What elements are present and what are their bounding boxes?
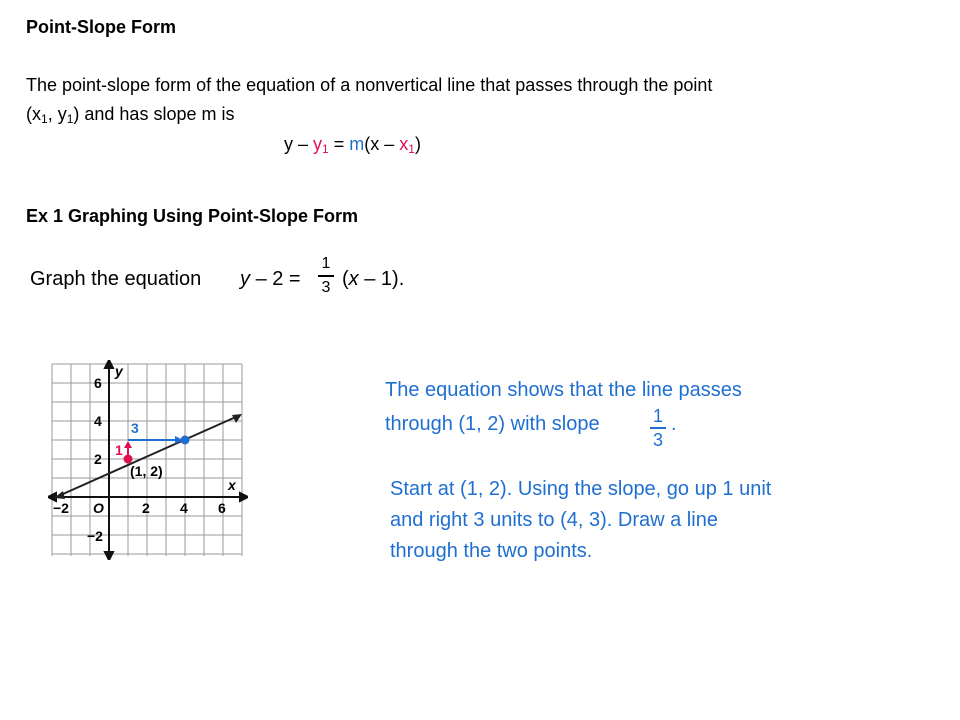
- definition-line-1: The point-slope form of the equation of a nonvertical line that passes through the point: [26, 75, 713, 95]
- example-fraction: 1 3: [318, 254, 334, 298]
- example-title: Ex 1 Graphing Using Point-Slope Form: [26, 206, 359, 226]
- y-axis-label: y: [115, 363, 123, 379]
- coordinate-graph: [48, 360, 248, 560]
- step-line-2: and right 3 units to (4, 3). Draw a line: [390, 509, 718, 531]
- x-tick-neg2: −2: [53, 500, 69, 516]
- example-prompt-suffix: (x – 1).: [342, 268, 405, 290]
- explanation-line-1: The equation shows that the line passes: [385, 379, 742, 401]
- rise-label: 1: [115, 442, 123, 458]
- x-tick-4: 4: [180, 500, 188, 516]
- example-prompt-prefix: Graph the equation: [30, 268, 202, 290]
- run-arrow: [128, 436, 183, 444]
- formula-x1: $x_1$: [399, 134, 415, 156]
- graph-grid: [52, 364, 242, 556]
- step-line-1: Start at (1, 2). Using the slope, go up 1 unit: [390, 478, 772, 500]
- x-axis-label: x: [228, 477, 236, 493]
- example-prompt-lhs: y – 2 =: [240, 268, 301, 290]
- y-tick-4: 4: [94, 413, 102, 429]
- point-slope-formula: $y - y_1 = m(x - x_1)$: [284, 134, 421, 156]
- x-tick-6: 6: [218, 500, 226, 516]
- graph-axes: [48, 360, 248, 560]
- definition-line-2: ($x_1$, $y_1$) and has slope m is: [26, 104, 235, 126]
- y-tick-2: 2: [94, 451, 102, 467]
- run-label: 3: [131, 420, 139, 436]
- explanation-period: .: [671, 413, 677, 435]
- formula-m: m: [349, 134, 365, 154]
- section-title: Point-Slope Form: [26, 17, 176, 37]
- origin-label: O: [93, 500, 104, 516]
- y-tick-6: 6: [94, 375, 102, 391]
- x-tick-2: 2: [142, 500, 150, 516]
- explanation-fraction: 1 3: [650, 406, 666, 450]
- end-point: [181, 436, 190, 445]
- graph-line: [54, 414, 242, 499]
- formula-y1: $y_1$: [313, 134, 329, 156]
- explanation-line-2: through (1, 2) with slope: [385, 413, 600, 435]
- y-tick-neg2: −2: [87, 528, 103, 544]
- point-label: (1, 2): [130, 463, 163, 479]
- step-line-3: through the two points.: [390, 540, 593, 562]
